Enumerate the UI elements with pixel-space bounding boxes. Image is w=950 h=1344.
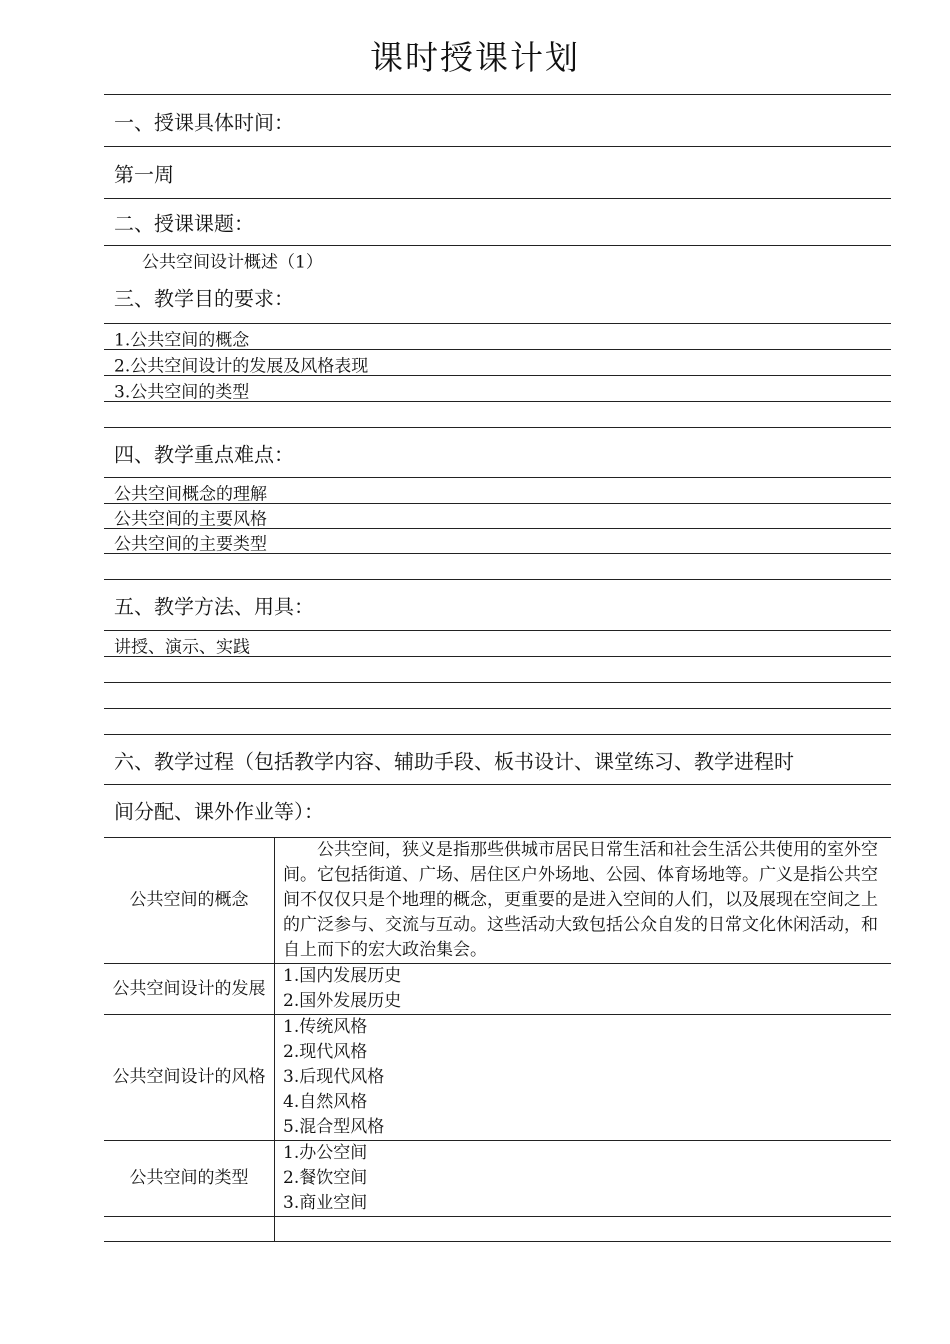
concept-paragraph: 公共空间，狭义是指那些供城市居民日常生活和社会生活公共使用的室外空间。它包括街道、广场、居住区户外场地、公园、体育场地等。广义是指公共空间不仅仅只是个地理的概念，更重要的是进入空间的人们，以及展现在空间之上的广泛参与、交流与互动。这些活动大致包括公众自发的日常文化休闲活动，和自上而下的宏大政治集会。: [283, 840, 878, 960]
process-heading-row: [104, 784, 891, 835]
topic-value: 公共空间设计概述（1）: [142, 252, 323, 272]
table-row: [104, 1141, 891, 1217]
list-item: 4.自然风格: [283, 1092, 368, 1112]
row-label: 公共空间设计的风格: [104, 1015, 275, 1141]
methods-heading: 五、教学方法、用具：: [114, 594, 314, 619]
keypoints-heading: 四、教学重点难点：: [114, 442, 294, 466]
plan-form: [104, 94, 891, 835]
keypoint-item: 公共空间概念的理解: [114, 484, 267, 504]
process-heading-line1: 六、教学过程（包括教学内容、辅助手段、板书设计、课堂练习、教学进程时: [114, 749, 794, 773]
goal-row: [104, 349, 891, 375]
time-value: 第一周: [114, 162, 174, 186]
row-label: 公共空间的概念: [104, 838, 275, 964]
topic-heading-row: [104, 198, 891, 245]
time-heading-row: [104, 94, 891, 146]
row-content: [275, 1015, 892, 1141]
row-label: 公共空间设计的发展: [104, 964, 275, 1015]
list-item: 5.混合型风格: [283, 1117, 385, 1137]
row-content: [275, 838, 892, 964]
list-item: 3.商业空间: [283, 1193, 368, 1213]
topic-value-row: [104, 245, 891, 271]
blank-row: [104, 401, 891, 427]
time-heading: 一、授课具体时间：: [114, 110, 294, 134]
methods-heading-row: [104, 579, 891, 630]
table-row: [104, 1015, 891, 1141]
row-content: [275, 1141, 892, 1217]
goal-row: [104, 375, 891, 401]
goal-item: 3.公共空间的类型: [114, 382, 250, 402]
table-row: [104, 838, 891, 964]
list-item: 2.国外发展历史: [283, 991, 402, 1011]
process-heading-line2: 间分配、课外作业等）：: [114, 799, 324, 824]
page-title: 课时授课计划: [370, 38, 580, 77]
process-heading-row: [104, 734, 891, 784]
list-item: 2.餐饮空间: [283, 1168, 368, 1188]
methods-value: 讲授、演示、实践: [114, 637, 250, 657]
keypoint-row: [104, 528, 891, 553]
blank-row: [104, 682, 891, 708]
list-item: 1.办公空间: [283, 1143, 368, 1163]
blank-row: [104, 656, 891, 682]
keypoint-row: [104, 503, 891, 528]
blank-row: [104, 553, 891, 579]
list-item: 3.后现代风格: [283, 1067, 385, 1087]
process-table: [104, 837, 891, 1242]
keypoint-item: 公共空间的主要风格: [114, 509, 267, 530]
table-row: [104, 1217, 891, 1242]
goal-item: 1.公共空间的概念: [114, 330, 250, 350]
keypoint-item: 公共空间的主要类型: [114, 534, 267, 555]
time-value-row: [104, 146, 891, 198]
table-row: [104, 964, 891, 1015]
list-item: 2.现代风格: [283, 1042, 368, 1062]
list-item: 1.国内发展历史: [283, 966, 402, 986]
blank-row: [104, 708, 891, 734]
row-label: [104, 1217, 275, 1242]
goals-heading-row: [104, 271, 891, 323]
methods-value-row: [104, 630, 891, 656]
goals-heading: 三、教学目的要求：: [114, 286, 294, 311]
list-item: 1.传统风格: [283, 1017, 368, 1037]
goal-item: 2.公共空间设计的发展及风格表现: [114, 356, 369, 376]
row-content: [275, 1217, 892, 1242]
topic-heading: 二、授课课题：: [114, 211, 254, 236]
goal-row: [104, 323, 891, 349]
row-label: 公共空间的类型: [104, 1141, 275, 1217]
keypoints-heading-row: [104, 427, 891, 477]
row-content: [275, 964, 892, 1015]
keypoint-row: [104, 477, 891, 503]
